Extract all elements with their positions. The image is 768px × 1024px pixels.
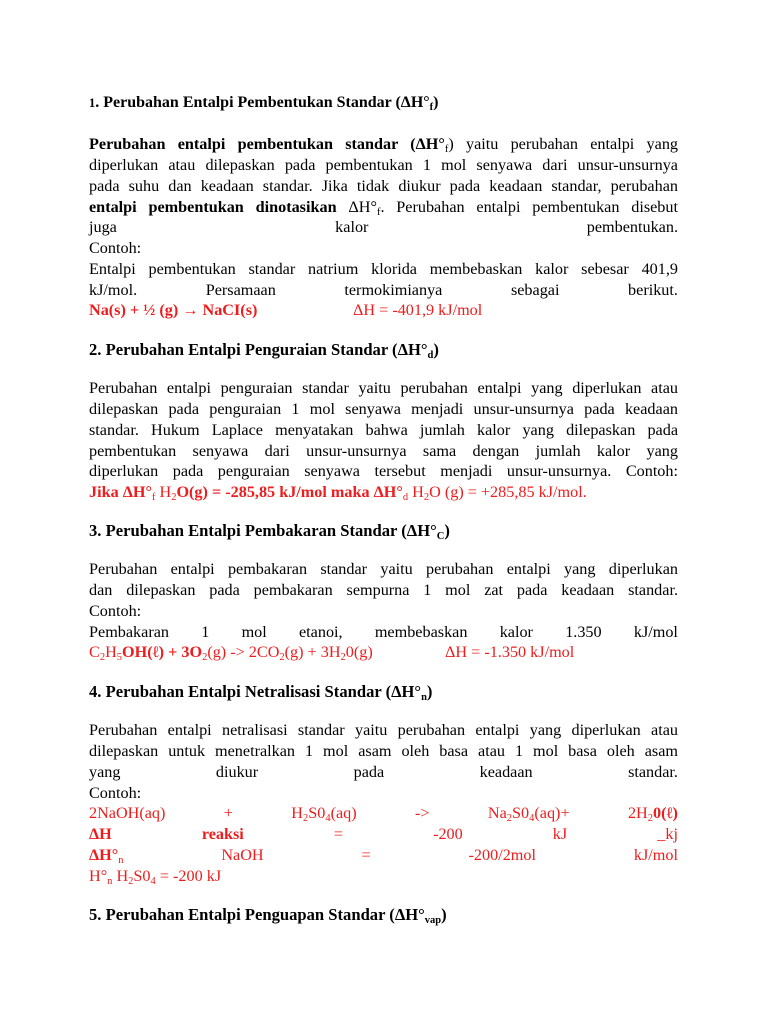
section-2-equation: Jika $\Delta H^\circ_f$ $H_2O(g) = -285,85$ kJ/mol maka $\Delta H^\circ_d$ $H_2O$ (g) = +285,85 kJ/mol.	[89, 483, 587, 503]
section-1-line: juga kalor pembentukan.	[89, 218, 678, 236]
section-3-heading: 3. Perubahan Entalpi Pembakaran Standar $(\Delta H^\circ_C)$	[89, 521, 450, 542]
section-4-equation-3: $\Delta H^\circ_n$ NaOH = -200/2mol kJ/mol	[89, 846, 678, 866]
section-1-equation: Na(s) + ½ (g) → NaCI(s) ΔH = -401,9 kJ/mol	[89, 301, 483, 319]
section-1-line: Contoh:	[89, 239, 142, 257]
section-4-equation-4: $H^\circ_n$ $H_2S0_4 = -200$ kJ	[89, 867, 222, 887]
section-4-line: dilepaskan untuk menetralkan 1 mol asam oleh basa atau 1 mol basa oleh asam	[89, 742, 678, 760]
section-2-line: pembentukan senyawa dari unsur-unsurnya sama dengan jumlah kalor yang	[89, 442, 678, 460]
section-2-heading: 2. Perubahan Entalpi Penguraian Standar $(\Delta H^\circ_d)$	[89, 340, 439, 361]
section-5-heading: 5. Perubahan Entalpi Penguapan Standar $(\Delta H^\circ_{vap})$	[89, 905, 447, 926]
section-2-line: Perubahan entalpi penguraian standar yaitu perubahan entalpi yang diperlukan atau	[89, 379, 678, 397]
section-2-line: dilepaskan pada penguraian 1 mol senyawa menjadi unsur-unsurnya pada keadaan	[89, 400, 678, 418]
section-4-equation-1: 2NaOH(aq) + $H_2S0_4(aq)$ -> $Na_2S0_4(aq)+$ $2H_20(\ell)$	[89, 804, 678, 824]
section-3-line: Contoh:	[89, 602, 142, 620]
section-4-heading: 4. Perubahan Entalpi Netralisasi Standar $(\Delta H^\circ_n)$	[89, 682, 433, 703]
section-1-line: kJ/mol. Persamaan termokimianya sebagai berikut.	[89, 281, 678, 299]
section-1-line: Entalpi pembentukan standar natrium klorida membebaskan kalor sebesar 401,9	[89, 260, 678, 278]
section-2-line: standar. Hukum Laplace menyatakan bahwa jumlah kalor yang dilepaskan pada	[89, 421, 678, 439]
section-1-line: pada suhu dan keadaan standar. Jika tidak diukur pada keadaan standar, perubahan	[89, 177, 678, 195]
section-1-heading: 1. Perubahan Entalpi Pembentukan Standar $(\Delta H^\circ_f)$	[89, 94, 439, 113]
section-1-line: Perubahan entalpi pembentukan standar $(\Delta H^\circ_f)$ yaitu perubahan entalpi yang	[89, 135, 679, 155]
section-1-line: entalpi pembentukan dinotasikan $\Delta H^\circ_f$. Perubahan entalpi pembentukan disebut	[89, 198, 678, 218]
section-4-line: Contoh:	[89, 784, 142, 802]
section-3-line: Pembakaran 1 mol etanoi, membebaskan kalor 1.350 kJ/mol	[89, 623, 678, 641]
section-3-equation: $C_2H_5OH(\ell) + 3O_2(g) -> 2CO_2(g) + 3H_20(g)$ ΔH = -1.350 kJ/mol	[89, 643, 575, 663]
section-4-line: Perubahan entalpi netralisasi standar yaitu perubahan entalpi yang diperlukan atau	[89, 721, 678, 739]
section-2-line: diperlukan pada penguraian senyawa tersebut menjadi unsur-unsurnya. Contoh:	[89, 462, 678, 480]
section-3-line: dan dilepaskan pada pembakaran sempurna 1 mol zat pada keadaan standar.	[89, 581, 678, 599]
section-4-line: yang diukur pada keadaan standar.	[89, 763, 678, 781]
section-4-equation-2: ΔH reaksi = -200 kJ _kj	[89, 825, 678, 843]
section-1-line: diperlukan atau dilepaskan pada pembentukan 1 mol senyawa dari unsur-unsurnya	[89, 156, 678, 174]
section-3-line: Perubahan entalpi pembakaran standar yaitu perubahan entalpi yang diperlukan	[89, 560, 678, 578]
